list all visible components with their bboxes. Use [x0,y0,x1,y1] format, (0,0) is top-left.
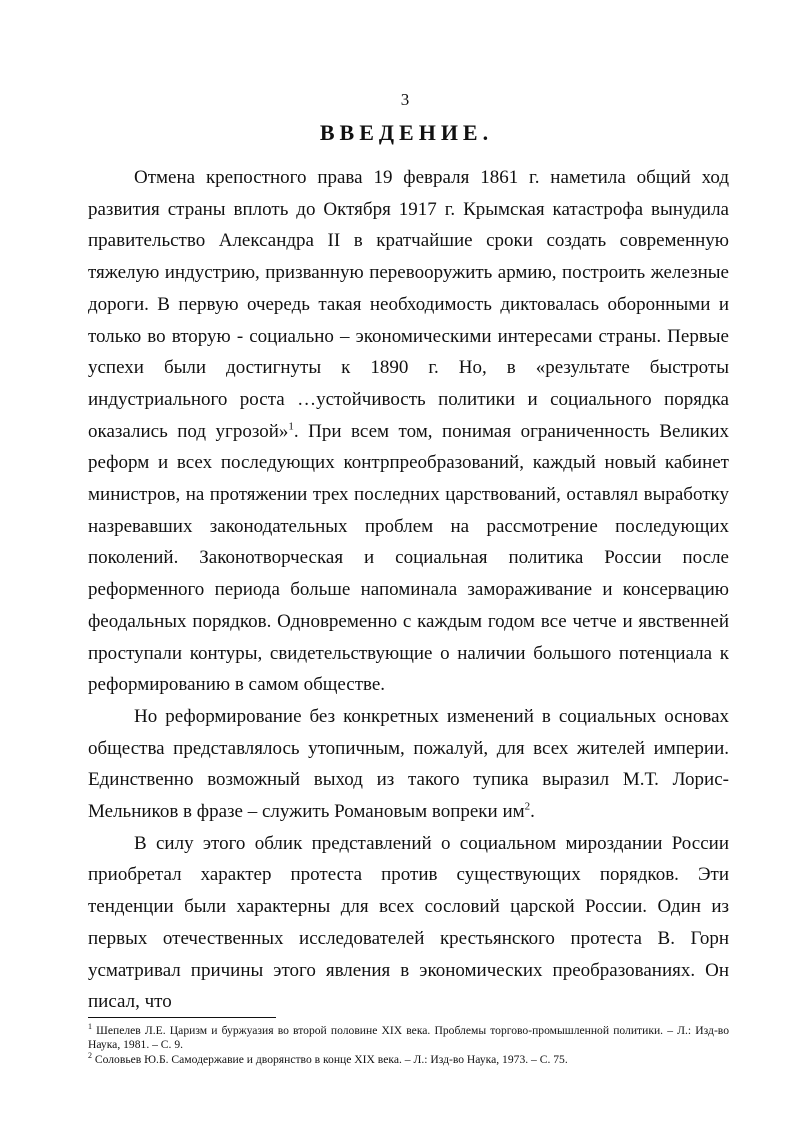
footnote-1-mark: 1 [88,1022,92,1032]
paragraph-2 [88,701,729,828]
paragraph-1-text-a: Отмена крепостного права 19 февраля 1861 г. наметила общий ход развития страны вплоть до Октября 1917 г. Крымская катастрофа вынудила правительство Александра II в кратчайшие сроки создать современную тяжелую индустрию, призванную перевооружить армию, построить железные дороги. В первую очередь такая необходимость диктовалась оборонными и только во вторую - социально – экономическими интересами страны. Первые успехи были достигнуты к 1890 г. Но, в «результате быстроты индустриального роста …устойчивость политики и социального порядка оказались под угрозой» [88,167,729,442]
footnote-1-text: Шепелев Л.Е. Царизм и буржуазия во второй половине XIX века. Проблемы торгово-промышленной политики. – Л.: Изд-во Наука, 1981. – С. 9. [88,1024,729,1052]
footnote-2-mark: 2 [88,1050,92,1060]
footnote-2 [88,1050,729,1067]
footnote-separator [88,1017,276,1018]
page-number: 3 [400,90,410,109]
paragraph-1-text-b: . При всем том, понимая ограниченность Великих реформ и всех последующих контрпреобразований, каждый новый кабинет министров, на протяжении трех последних царствований, оставлял выработку назревавших законодательных проблем на рассмотрение последующих поколений. Законотворческая и социальная политика России после реформенного периода больше напоминала замораживание и консервацию феодальных порядков. Одновременно с каждым годом все четче и явственней проступали контуры, свидетельствующие о наличии большого потенциала к реформированию в самом обществе. [88,420,729,696]
footnotes [88,1024,729,1067]
section-title: ВВЕДЕНИЕ. [319,120,494,145]
paragraph-2-text-b: . [530,801,535,823]
footnote-2-text: Соловьев Ю.Б. Самодержавие и дворянство в конце XIX века. – Л.: Изд-во Наука, 1973. – С. 75. [92,1052,568,1066]
paragraph-3: В силу этого облик представлений о социальном мироздании России приобретал характер протеста против существующих порядков. Эти тенденции были характерны для всех сословий царской России. Один из первых отечественных исследователей крестьянского протеста В. Горн усматривал причины этого явления в экономических преобразованиях. Он писал, что [88,832,729,1013]
footnote-1 [88,1024,729,1053]
body-text [88,162,729,1018]
paragraph-1 [88,162,729,701]
footnote-ref-1[interactable]: 1 [288,420,294,433]
paragraph-2-text-a: Но реформирование без конкретных изменений в социальных основах общества представлялось утопичным, пожалуй, для всех жителей империи. Единственно возможный выход из такого тупика выразил М.Т. Лорис-Мельников в фразе – служить Романовым вопреки им [88,705,729,823]
footnote-ref-2[interactable]: 2 [524,800,531,813]
